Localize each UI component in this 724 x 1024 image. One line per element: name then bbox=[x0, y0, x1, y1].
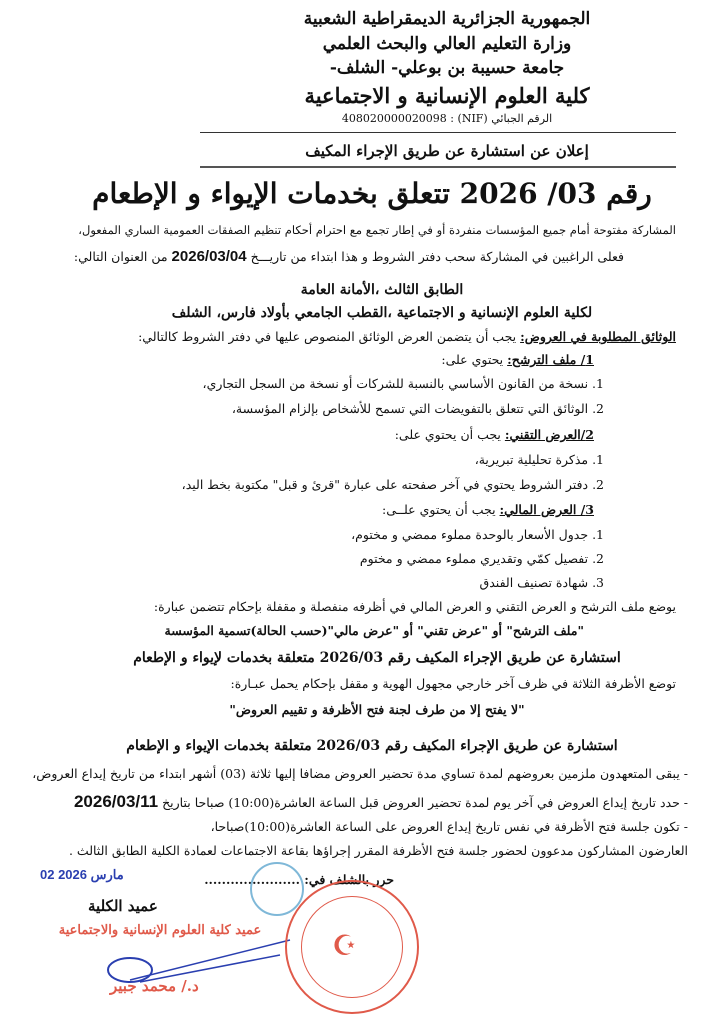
deadline-date: 2026/03/11 bbox=[73, 792, 159, 811]
header-university: جامعة حسيبة بن بوعلي- الشلف- bbox=[329, 58, 565, 78]
nif-number: الرقم الجبائي (NIF) : 408020000020098 bbox=[341, 112, 553, 125]
intro-text: فعلى الراغبين في المشاركة سحب دفتر الشروط و هذا ابتداء من تاريـــخ bbox=[250, 249, 624, 264]
term-validity: - يبقى المتعهدون ملزمين بعروضهم لمدة تساوي مدة تحضير العروض مضافا إليها ثلاثة (03) أشهر ابتداء من تاريخ إيداع العروض، bbox=[32, 766, 688, 781]
section-title: 3/ العرض المالي: bbox=[499, 502, 594, 517]
consultation-reference: استشارة عن طريق الإجراء المكيف رقم 2026/03 متعلقة بخدمات الإيواء و الإطعام bbox=[126, 738, 618, 754]
dean-name-stamp: د./ محمد جبير bbox=[110, 977, 199, 995]
outer-envelope-quote: "لا يفتح إلا من طرف لجنة فتح الأظرفة و تقييم العروض" bbox=[229, 702, 525, 717]
intro-date-line bbox=[74, 248, 624, 265]
divider bbox=[200, 132, 676, 133]
signed-place: حرر بالشلف في: ...................... bbox=[204, 872, 394, 887]
consultation-reference: استشارة عن طريق الإجراء المكيف رقم 2026/03 متعلقة بخدمات لإيواء و الإطعام bbox=[133, 650, 621, 666]
term-invitation: العارضون المشاركون مدعوون لحضور جلسة فتح الأظرفة المقرر إجراؤها بقاعة الاجتماعات لعمادة الكلية الطابق الثالث . bbox=[68, 843, 688, 858]
docs-heading-text: يجب أن يتضمن العرض الوثائق المنصوص عليها في دفتر الشروط كالتالي: bbox=[138, 329, 517, 344]
list-item: 2. الوثائق التي تتعلق بالتفويضات التي تسمح للأشخاص بإلزام المؤسسة، bbox=[231, 401, 604, 416]
address-line-2: لكلية العلوم الإنسانية و الاجتماعية ،القطب الجامعي بأولاد فارس، الشلف bbox=[171, 305, 593, 321]
divider bbox=[200, 166, 676, 168]
intro-text: من العنوان التالي: bbox=[73, 249, 168, 264]
term-text: - حدد تاريخ إيداع العروض في آخر يوم لمدة تحضير العروض قبل الساعة العاشرة(10:00) صباحا بتاريخ bbox=[162, 795, 688, 810]
address-line-1: الطابق الثالث ،الأمانة العامة bbox=[300, 282, 464, 298]
section-financial bbox=[382, 503, 594, 517]
section-text: يجب أن يحتوي على: bbox=[394, 427, 501, 442]
section-text: يحتوي على: bbox=[441, 352, 504, 367]
docs-heading bbox=[138, 330, 676, 344]
list-item: 3. شهادة تصنيف الفندق bbox=[479, 575, 604, 590]
handwritten-date: 02 مارس 2026 bbox=[40, 867, 124, 882]
round-seal-small bbox=[250, 862, 304, 916]
header-ministry: وزارة التعليم العالي والبحث العلمي bbox=[322, 34, 572, 54]
envelope-labels: "ملف الترشح" أو "عرض تقني" أو "عرض مالي"(حسب الحالة)تسمية المؤسسة bbox=[164, 623, 584, 638]
star-crescent-icon: ☪ bbox=[332, 929, 358, 962]
withdrawal-date: 2026/03/04 bbox=[171, 248, 247, 265]
header-republic: الجمهورية الجزائرية الديمقراطية الشعبية bbox=[303, 9, 591, 29]
list-item: 1. مذكرة تحليلية تبريرية، bbox=[474, 452, 604, 467]
header-faculty: كلية العلوم الإنسانية و الاجتماعية bbox=[304, 83, 590, 108]
section-title: 1/ ملف الترشح: bbox=[507, 352, 594, 367]
section-text: يجب أن يحتوي علــى: bbox=[382, 502, 496, 517]
dean-stamp: عميد كلية العلوم الإنسانية والاجتماعية bbox=[58, 923, 262, 938]
outer-envelope-paragraph: توضع الأظرفة الثلاثة في ظرف آخر خارجي مجهول الهوية و مقفل بإحكام يحمل عبـارة: bbox=[230, 676, 676, 691]
section-title: 2/العرض التقني: bbox=[504, 427, 594, 442]
list-item: 2. دفتر الشروط يحتوي في آخر صفحته على عبارة "قرئ و قبل" مكتوبة بخط اليد، bbox=[181, 477, 604, 492]
announcement-title: إعلان عن استشارة عن طريق الإجراء المكيف bbox=[305, 142, 589, 160]
intro-paragraph: المشاركة مفتوحة أمام جميع المؤسسات منفردة أو في إطار تجمع مع احترام أحكام تنظيم الصفقات العمومية الساري المفعول، bbox=[78, 223, 676, 237]
university-seal bbox=[285, 880, 419, 1014]
signature-scribble bbox=[100, 930, 300, 990]
list-item: 1. جدول الأسعار بالوحدة مملوء ممضي و مختوم، bbox=[351, 527, 604, 542]
list-item: 1. نسخة من القانون الأساسي بالنسبة للشركات أو نسخة من السجل التجاري، bbox=[202, 376, 604, 391]
list-item: 2. تفصيل كمّي وتقديري مملوء ممضي و مختوم bbox=[359, 551, 604, 566]
docs-heading-label: الوثائق المطلوبة في العروض: bbox=[520, 329, 676, 344]
main-title: رقم 03/ 2026 تتعلق بخدمات الإيواء و الإطعام bbox=[92, 177, 652, 210]
section-candidacy bbox=[441, 353, 594, 367]
dean-title: عميد الكلية bbox=[88, 897, 158, 915]
envelopes-paragraph: يوضع ملف الترشح و العرض التقني و العرض المالي في أظرفه منفصلة و مقفلة بإحكام تتضمن عبارة: bbox=[153, 599, 676, 614]
term-opening: - تكون جلسة فتح الأظرفة في نفس تاريخ إيداع العروض على الساعة العاشرة(10:00)صباحا، bbox=[210, 819, 688, 834]
term-deadline bbox=[74, 792, 688, 812]
section-technical bbox=[395, 428, 594, 442]
